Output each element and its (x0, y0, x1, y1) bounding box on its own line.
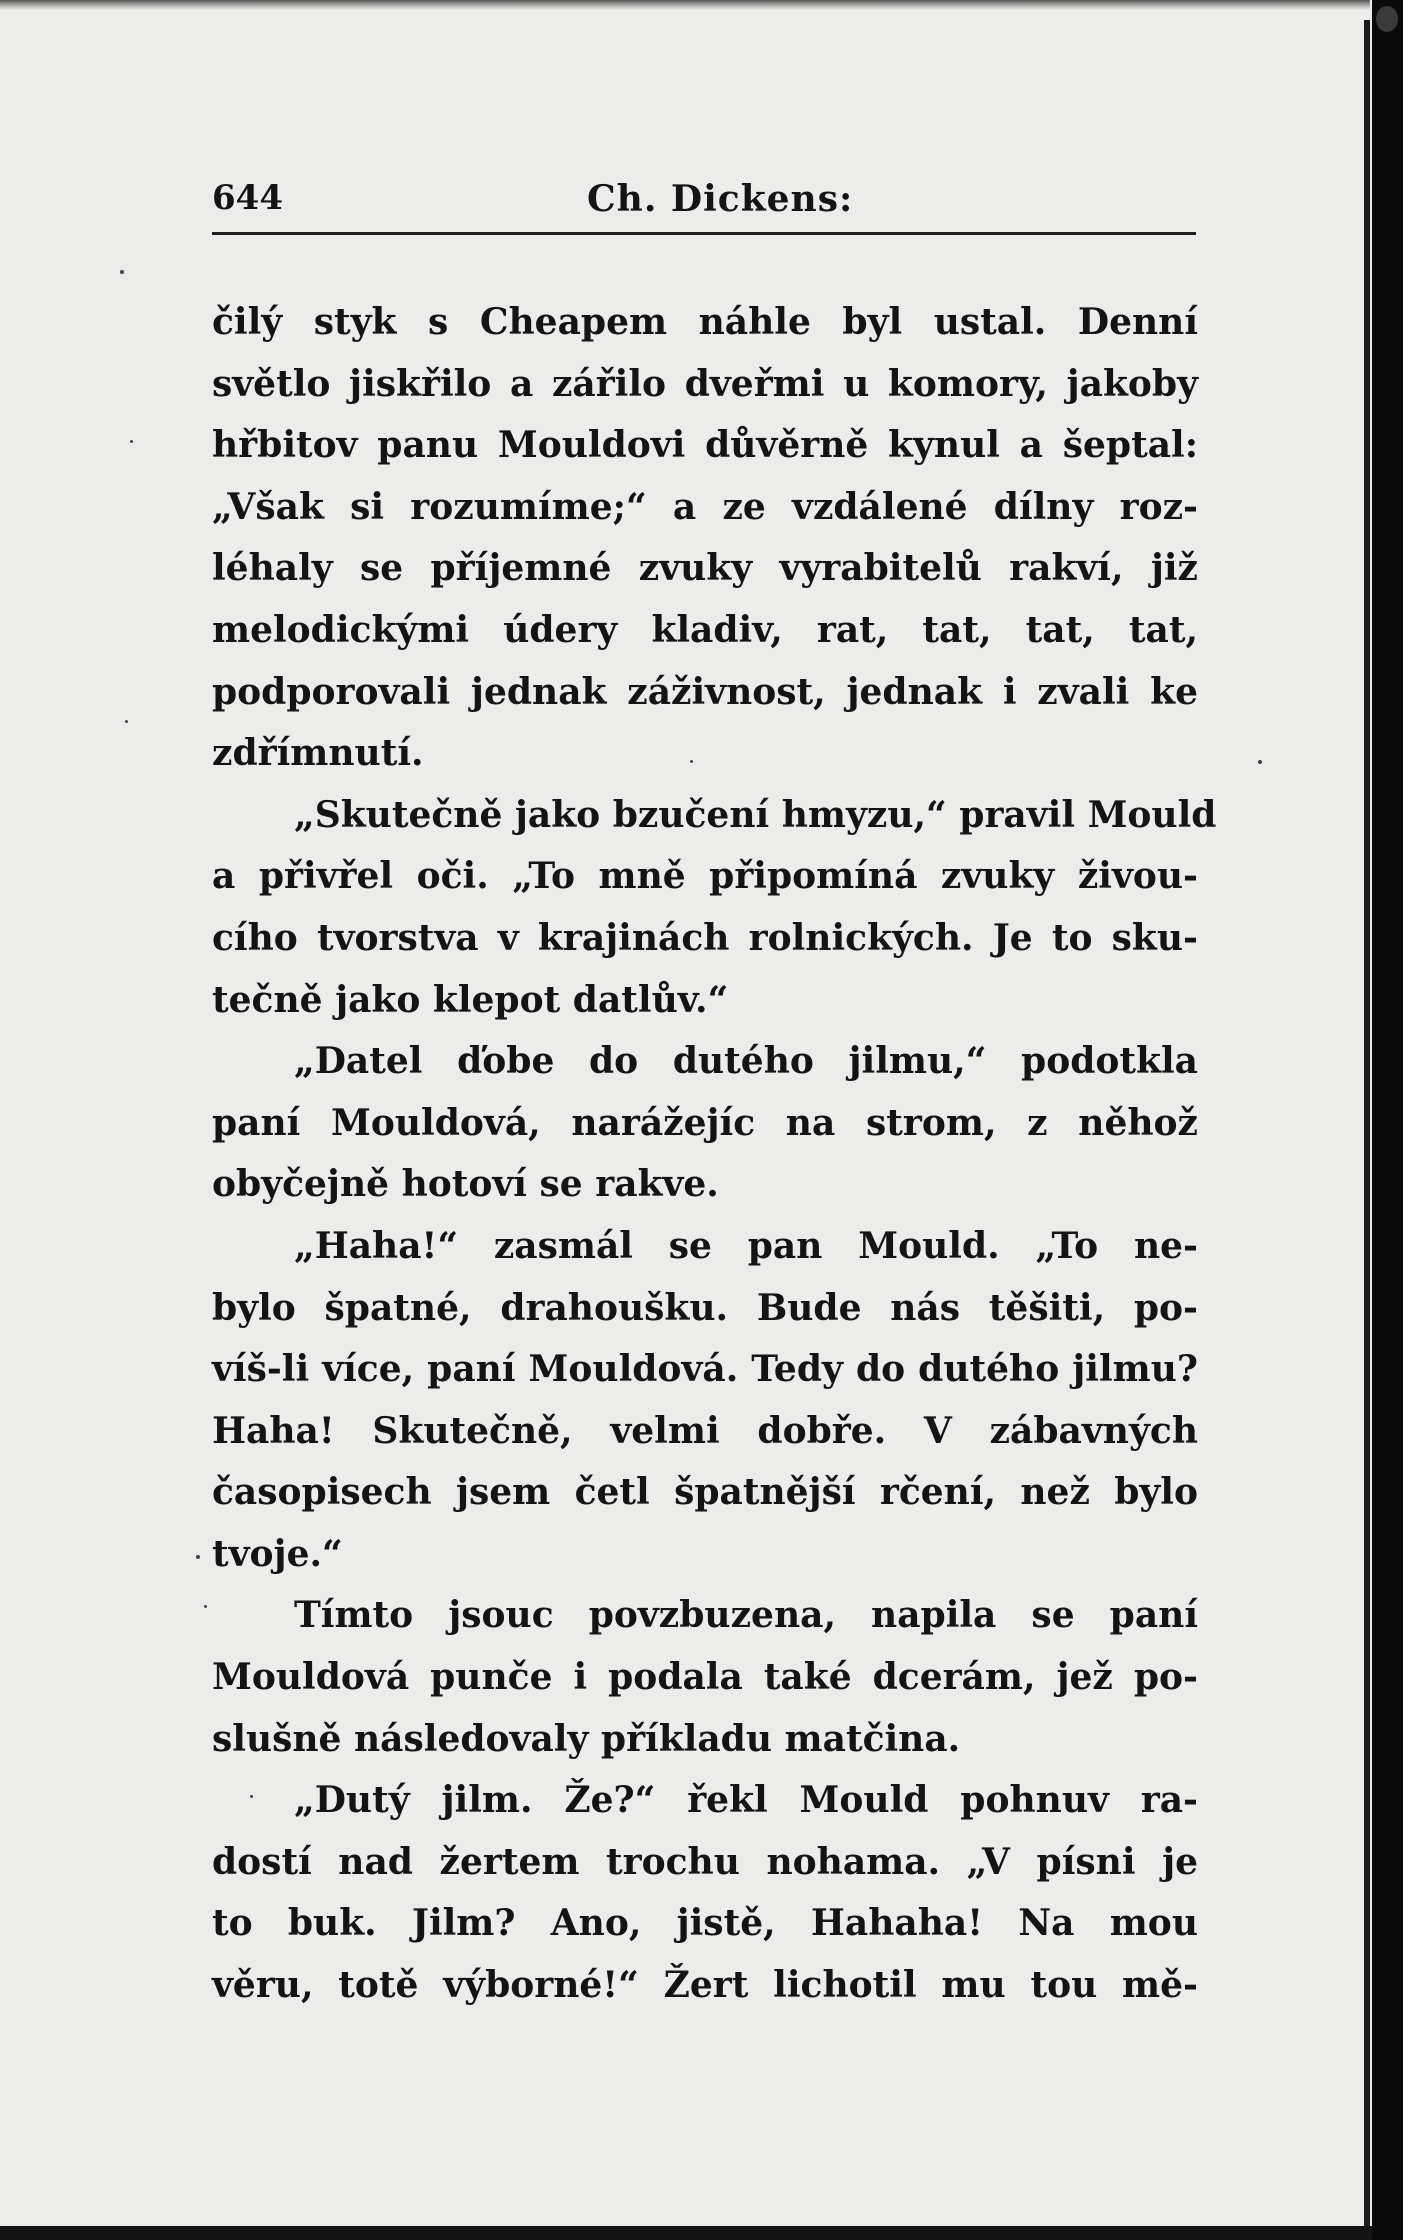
paper-speck (130, 440, 133, 443)
text-line: „Dutý jilm. Že?“ řekl Mould pohnuv ra- (294, 1779, 1198, 1822)
text-line: Tímto jsouc povzbuzena, napila se paní (294, 1594, 1198, 1637)
text-line: obyčejně hotoví se rakve. (212, 1163, 719, 1206)
text-line: „Haha!“ zasmál se pan Mould. „To ne- (294, 1224, 1198, 1267)
body-text (212, 292, 1217, 2017)
text-line: slušně následovaly příkladu matčina. (212, 1717, 961, 1760)
text-line: „Datel ďobe do dutého jilmu,“ podotkla (294, 1040, 1198, 1083)
text-line: a přivřel oči. „To mně připomíná zvuky živou- (212, 855, 1198, 898)
text-line: paní Mouldová, narážejíc na strom, z něhož (212, 1101, 1198, 1144)
text-line: léhaly se příjemné zvuky vyrabitelů rakví, již (212, 547, 1198, 590)
text-line: melodickými údery kladiv, rat, tat, tat, tat, (212, 608, 1198, 651)
paper-speck (120, 270, 124, 274)
scan-top-edge (0, 0, 1370, 10)
scan-corner-mark (1376, 6, 1398, 32)
running-head: Ch. Dickens: (587, 178, 854, 220)
paper-speck (125, 720, 128, 723)
text-line: zdřímnutí. (212, 732, 424, 775)
text-line: to buk. Jilm? Ano, jistě, Hahaha! Na mou (212, 1902, 1198, 1945)
text-line: tvoje.“ (212, 1532, 343, 1575)
text-line: podporovali jednak záživnost, jednak i zvali ke (212, 670, 1198, 713)
scan-right-border (1372, 0, 1403, 2240)
text-line: časopisech jsem četl špatnější rčení, než bylo (212, 1471, 1198, 1514)
text-line: věru, totě výborné!“ Žert lichotil mu tou mě- (212, 1964, 1198, 2007)
text-line: víš-li více, paní Mouldová. Tedy do dutého jilmu? (212, 1348, 1198, 1391)
text-line: „Skutečně jako bzučení hmyzu,“ pravil Mould (294, 793, 1217, 836)
text-line: cího tvorstva v krajinách rolnických. Je to sku- (212, 916, 1198, 959)
paper-speck (196, 1555, 200, 1559)
paper-speck (204, 1605, 207, 1608)
page-header (212, 168, 1196, 228)
text-line: čilý styk s Cheapem náhle byl ustal. Denní (212, 301, 1198, 343)
text-line: Mouldová punče i podala také dcerám, jež po- (212, 1656, 1198, 1699)
text-line: světlo jiskřilo a zářilo dveřmi u komory, jakoby (212, 362, 1198, 405)
text-line: dostí nad žertem trochu nohama. „V písni je (212, 1840, 1198, 1883)
scan-bottom-border (0, 2226, 1372, 2240)
header-rule (212, 232, 1196, 235)
text-line: bylo špatné, drahoušku. Bude nás těšiti, po- (212, 1286, 1198, 1329)
text-line: Haha! Skutečně, velmi dobře. V zábavných (212, 1409, 1198, 1452)
text-line: „Však si rozumíme;“ a ze vzdálené dílny roz- (212, 485, 1198, 528)
text-line: tečně jako klepot datlův.“ (212, 978, 729, 1021)
text-line: hřbitov panu Mouldovi důvěrně kynul a šeptal: (212, 424, 1198, 467)
page-edge-line (1364, 20, 1370, 2230)
paper-speck (1258, 760, 1262, 764)
page-number: 644 (212, 178, 283, 218)
